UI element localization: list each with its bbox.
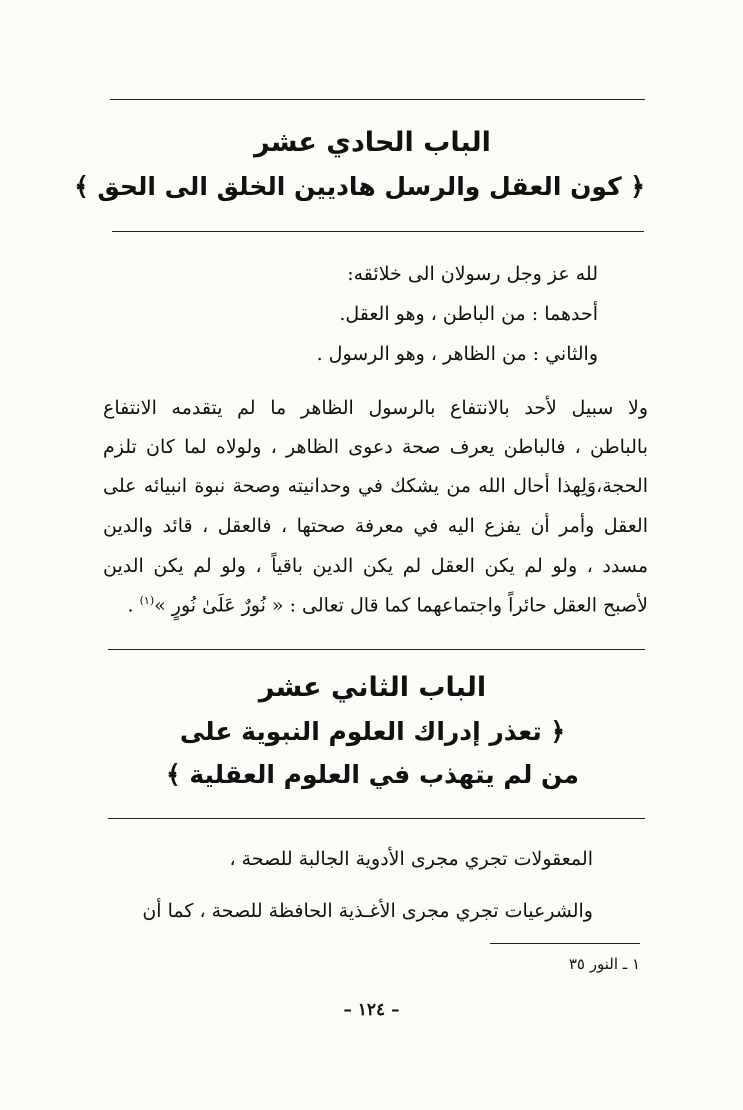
page-number: – ١٢٤ –	[343, 1000, 400, 1020]
paragraph-line: بالباطن ، فالباطن يعرف صحة دعوى الظاهر ، ولولاه لما كان تلزم	[103, 436, 648, 458]
footnote: ١ ـ النور ٣٥	[568, 955, 640, 973]
chapter-12-subtitle-line-2: من لم يتهذب في العلوم العقلية ﴾	[165, 760, 580, 789]
end-period: .	[127, 594, 140, 617]
body-line: والشرعيات تجري مجرى الأغـذية الحافظة للصحة ، كما أن	[142, 900, 593, 922]
paragraph-line-last	[103, 594, 648, 616]
chapter-11-subtitle: ﴿ كون العقل والرسل هاديين الخلق الى الحق ﴾	[74, 172, 645, 201]
paragraph-line: الحجة،وَلِهذا أحال الله من يشكك في وحدانيته وصحة نبوة انبيائه على	[103, 475, 648, 497]
chapter-12-title: الباب الثاني عشر	[258, 672, 487, 703]
top-rule	[110, 99, 645, 100]
paragraph-last-text: لأصبح العقل حائراً واجتماعهما كما قال تعالى : « نُورٌ عَلَىٰ نُورٍ »	[154, 594, 648, 617]
chapter-12-heading-rule	[108, 818, 645, 819]
chapter-12-top-rule	[108, 649, 645, 650]
intro-line: لله عز وجل رسولان الى خلائقه:	[347, 263, 598, 285]
paragraph-line: ولا سبيل لأحد بالانتفاع بالرسول الظاهر ما لم يتقدمه الانتفاع	[103, 397, 648, 419]
intro-line: والثاني : من الظاهر ، وهو الرسول .	[316, 343, 598, 365]
body-line: المعقولات تجري مجرى الأدوية الجالبة للصحة ،	[229, 848, 593, 870]
intro-line: أحدهما : من الباطن ، وهو العقل.	[339, 303, 598, 325]
paragraph-line: العقل وأمر أن يفزع اليه في معرفة صحتها ، فالعقل ، قائد والدين	[103, 515, 648, 537]
footnote-marker: (١)	[139, 594, 155, 607]
chapter-11-heading-rule	[112, 231, 644, 232]
chapter-12-subtitle-line-1: ﴿ تعذر إدراك العلوم النبوية على	[179, 717, 566, 746]
paragraph-line: مسدد ، ولو لم يكن العقل لم يكن الدين باقياً ، ولو لم يكن الدين	[103, 555, 648, 577]
footnote-rule	[490, 943, 640, 944]
chapter-11-title: الباب الحادي عشر	[254, 127, 491, 158]
